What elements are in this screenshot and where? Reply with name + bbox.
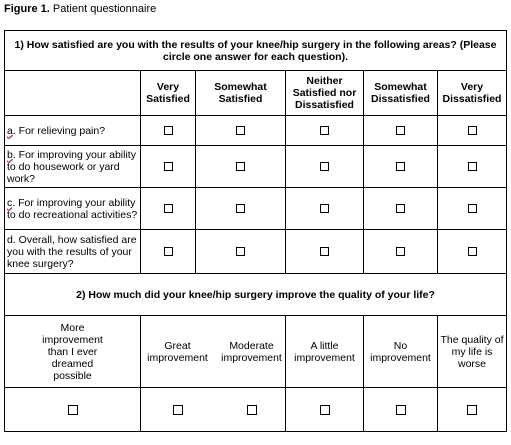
column-more-improvement (5, 316, 141, 388)
checkbox-c-somewhat-dissatisfied[interactable] (396, 204, 405, 213)
column-very-dissatisfied: Very Dissatisfied (438, 71, 507, 116)
figure-label: Figure 1. (4, 3, 50, 15)
checkbox-c-neither[interactable] (320, 204, 329, 213)
column-no-improvement: No improvement (364, 316, 438, 388)
checkbox-a-neither[interactable] (320, 126, 329, 135)
column-little-improvement: A little improvement (286, 316, 364, 388)
item-a-text: . For relieving pain? (12, 124, 106, 137)
column-life-worse: The quality of my life is worse (438, 316, 507, 388)
checkbox-c-very-dissatisfied[interactable] (468, 204, 477, 213)
section1-corner-cell (5, 71, 141, 116)
checkbox-a-somewhat-satisfied[interactable] (236, 126, 245, 135)
checkbox-d-very-dissatisfied[interactable] (468, 247, 477, 256)
checkbox-no-improvement[interactable] (396, 405, 406, 415)
checkbox-little-improvement[interactable] (320, 405, 330, 415)
item-c-text: . For improving your ability to do recreational activities? (7, 196, 138, 221)
item-a-letter: a (7, 124, 13, 137)
checkbox-b-very-dissatisfied[interactable] (468, 162, 477, 171)
item-b-text: . For improving your ability to do housework or yard work? (7, 148, 136, 185)
column-somewhat-satisfied: Somewhat Satisfied (196, 71, 286, 116)
item-c-letter: c (7, 196, 13, 209)
section1-header-row (5, 31, 507, 71)
checkbox-great-improvement[interactable] (173, 405, 183, 415)
item-a-label (5, 116, 141, 146)
checkbox-d-somewhat-dissatisfied[interactable] (396, 247, 405, 256)
section2-split-cell (141, 316, 286, 388)
checkbox-a-somewhat-dissatisfied[interactable] (396, 126, 405, 135)
item-d-text: d. Overall, how satisfied are you with the results of your knee surgery? (7, 233, 137, 270)
checkbox-d-somewhat-satisfied[interactable] (236, 247, 245, 256)
checkbox-d-neither[interactable] (320, 247, 329, 256)
figure-title: Patient questionnaire (52, 3, 157, 15)
section2-columns-row (5, 316, 507, 388)
column-neither: Neither Satisfied nor Dissatisfied (286, 71, 364, 116)
item-b-label (5, 146, 141, 188)
column-very-satisfied: Very Satisfied (141, 71, 196, 116)
item-c-label (5, 188, 141, 230)
checkbox-b-very-satisfied[interactable] (164, 162, 173, 171)
checkbox-b-neither[interactable] (320, 162, 329, 171)
checkbox-more-improvement[interactable] (68, 405, 78, 415)
section1-question: 1) How satisfied are you with the results of your knee/hip surgery in the following areas? (Please circle one answer for each question). (5, 31, 507, 71)
section2-question: 2) How much did your knee/hip surgery improve the quality of your life? (5, 274, 507, 316)
item-b-letter: b (7, 148, 13, 161)
column-somewhat-dissatisfied: Somewhat Dissatisfied (364, 71, 438, 116)
checkbox-b-somewhat-satisfied[interactable] (236, 162, 245, 171)
checkbox-a-very-satisfied[interactable] (164, 126, 173, 135)
table-row (5, 146, 507, 188)
section2-answer-row (5, 388, 507, 432)
table-row (5, 188, 507, 230)
item-d-label (5, 230, 141, 274)
figure-caption (4, 3, 156, 16)
column-great-improvement: Great improvement (147, 339, 208, 364)
column-moderate-improvement: Moderate improvement (221, 339, 282, 364)
checkbox-life-worse[interactable] (467, 405, 477, 415)
section1-columns-row (5, 71, 507, 116)
checkbox-c-somewhat-satisfied[interactable] (236, 204, 245, 213)
checkbox-b-somewhat-dissatisfied[interactable] (396, 162, 405, 171)
checkbox-d-very-satisfied[interactable] (164, 247, 173, 256)
checkbox-moderate-improvement[interactable] (247, 405, 257, 415)
column-more-improvement-text: More improvement than I ever dreamed possible (42, 321, 103, 382)
checkbox-c-very-satisfied[interactable] (164, 204, 173, 213)
checkbox-a-very-dissatisfied[interactable] (468, 126, 477, 135)
questionnaire-table (4, 30, 507, 432)
table-row (5, 116, 507, 146)
table-row (5, 230, 507, 274)
section2-header-row (5, 274, 507, 316)
